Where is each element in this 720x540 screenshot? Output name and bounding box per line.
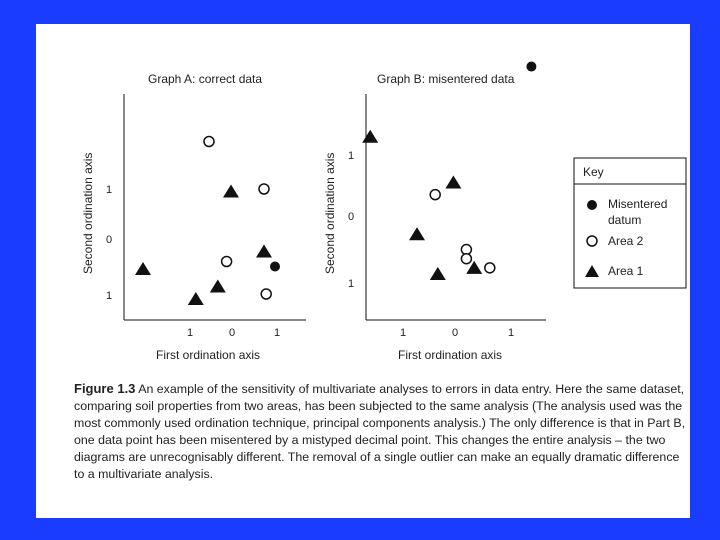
graph-a-title: Graph A: correct data bbox=[148, 72, 263, 86]
key-title: Key bbox=[583, 165, 604, 179]
key-misentered-symbol bbox=[587, 200, 597, 210]
graph-a-point-filled-triangle-3 bbox=[210, 280, 226, 293]
graph-a-point-filled-triangle-5 bbox=[256, 245, 272, 258]
figure-label: Figure 1.3 bbox=[74, 381, 136, 396]
graph-a-xtick-2: 0 bbox=[229, 327, 236, 339]
key-label-misentered: Misentered datum bbox=[608, 197, 668, 227]
graph-b-point-open-circle-1 bbox=[430, 190, 440, 200]
graph-b-point-filled-triangle-2 bbox=[409, 227, 425, 240]
graph-b-ytick-1: 1 bbox=[348, 150, 355, 162]
graph-b-ytick-3: 1 bbox=[348, 278, 355, 290]
key-area2-symbol bbox=[587, 236, 597, 246]
figure-caption bbox=[74, 380, 689, 483]
graph-a-xlabel: First ordination axis bbox=[156, 348, 261, 362]
graph-a-ytick-1: 1 bbox=[106, 184, 113, 196]
graph-b-point-filled-triangle-4 bbox=[445, 175, 461, 188]
graph-b-point-filled-circle-1 bbox=[526, 62, 536, 72]
graph-b-title: Graph B: misentered data bbox=[377, 72, 515, 86]
graph-a-point-open-circle-1 bbox=[204, 137, 214, 147]
graph-a-point-open-circle-2 bbox=[259, 184, 269, 194]
graph-a-point-open-circle-3 bbox=[222, 257, 232, 267]
graph-a-ytick-2: 0 bbox=[106, 234, 113, 246]
graph-a-ylabel: Second ordination axis bbox=[81, 152, 95, 274]
graph-b-ytick-2: 0 bbox=[348, 211, 355, 223]
graph-b-point-open-circle-4 bbox=[485, 263, 495, 273]
graph-b-point-filled-triangle-3 bbox=[430, 267, 446, 280]
key-area1-symbol bbox=[585, 265, 599, 277]
key-label-area2: Area 2 bbox=[608, 234, 644, 248]
graph-a-xtick-3: 1 bbox=[274, 327, 281, 339]
graph-b-ylabel: Second ordination axis bbox=[323, 152, 337, 274]
key-label-area1: Area 1 bbox=[608, 264, 644, 278]
caption-text: An example of the sensitivity of multivariate analyses to errors in data entry. Here the same dataset, comparing soil properties from two areas, has been subjected to the same analysis (The analysis used was the most commonly used ordination technique, principal components analysis.) The only difference is that in Part B, one data point has been misentered by a mistyped decimal point. This changes the entire analysis – the two diagrams are unrecognisably different. The removal of a single outlier can make an equally dramatic difference to a multivariate analysis. bbox=[74, 382, 686, 481]
graph-b-xtick-1: 1 bbox=[400, 327, 407, 339]
graph-a-point-filled-triangle-1 bbox=[135, 262, 151, 275]
graph-a-point-open-circle-4 bbox=[261, 289, 271, 299]
graph-a-point-filled-triangle-4 bbox=[223, 185, 239, 198]
graph-a-point-filled-circle-1 bbox=[270, 262, 280, 272]
graph-a-ytick-3: 1 bbox=[106, 290, 113, 302]
graph-b-xtick-2: 0 bbox=[452, 327, 459, 339]
graph-a-point-filled-triangle-2 bbox=[188, 292, 204, 305]
graph-a-xtick-1: 1 bbox=[187, 327, 194, 339]
graph-b-xtick-3: 1 bbox=[508, 327, 515, 339]
graph-b-point-filled-triangle-1 bbox=[362, 130, 378, 143]
graph-b-xlabel: First ordination axis bbox=[398, 348, 503, 362]
document-page bbox=[36, 24, 690, 518]
graph-b-point-open-circle-3 bbox=[461, 254, 471, 264]
